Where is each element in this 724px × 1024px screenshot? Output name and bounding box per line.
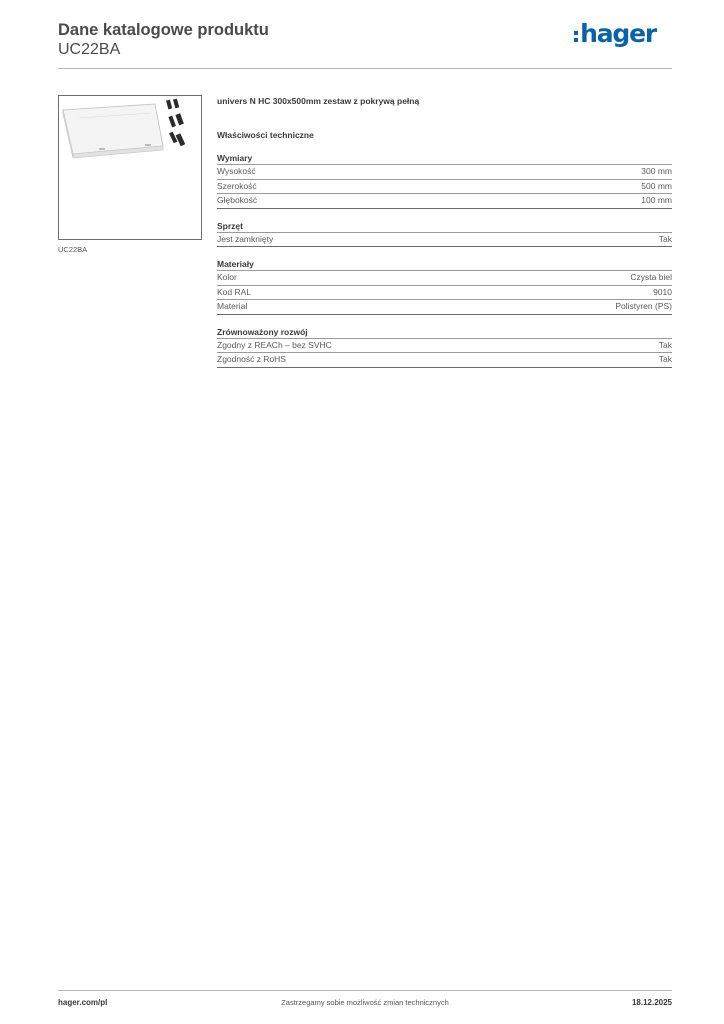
hager-logo [574, 20, 656, 48]
spec-value: 300 mm [641, 166, 672, 176]
product-image [58, 95, 202, 240]
spec-section [217, 326, 672, 368]
footer-date: 18.12.2025 [631, 998, 672, 1007]
footer-disclaimer: Zastrzegamy sobie możliwość zmian technicznych [281, 998, 449, 1007]
spec-label: Wysokość [217, 166, 256, 176]
spec-value: Tak [658, 339, 672, 350]
spec-row [217, 165, 672, 180]
spec-section [217, 220, 672, 248]
spec-value: 500 mm [641, 180, 672, 191]
spec-label: Głębokość [217, 195, 258, 205]
footer-website: hager.com/pl [58, 998, 108, 1007]
spec-row [217, 300, 672, 315]
spec-section [217, 258, 672, 315]
spec-row [217, 180, 672, 195]
product-code: UC22BA [58, 41, 121, 58]
product-description: univers N HC 300x500mm zestaw z pokrywą pełną [217, 96, 420, 106]
spec-label: Kolor [217, 272, 237, 282]
section-title: Materiały [217, 258, 672, 271]
spec-value: Tak [658, 233, 672, 244]
spec-label: Zgodny z REACh – bez SVHC [217, 339, 332, 350]
spec-sections [217, 152, 672, 368]
header-divider [58, 68, 672, 69]
spec-row [217, 194, 672, 209]
section-title: Zrównoważony rozwój [217, 326, 672, 339]
technical-properties-heading: Właściwości techniczne [217, 130, 314, 140]
document-footer [58, 998, 672, 1010]
spec-row [217, 353, 672, 368]
document-title: Dane katalogowe produktu [58, 21, 269, 39]
spec-label: Zgodność z RoHS [217, 354, 286, 364]
spec-section [217, 152, 672, 209]
enclosure-cover-icon [59, 96, 201, 239]
image-caption: UC22BA [58, 245, 88, 254]
spec-row [217, 339, 672, 354]
document-header [58, 20, 672, 70]
logo-dots-icon [574, 31, 578, 42]
spec-value: Tak [658, 354, 672, 364]
product-specs [217, 96, 672, 368]
spec-value: Czysta biel [630, 272, 672, 282]
spec-row [217, 271, 672, 286]
spec-row [217, 286, 672, 301]
spec-label: Szerokość [217, 180, 257, 191]
spec-label: Jest zamknięty [217, 233, 274, 244]
spec-value: 9010 [653, 286, 672, 297]
spec-value: Polistyren (PS) [615, 301, 672, 311]
footer-divider [58, 990, 672, 991]
section-title: Wymiary [217, 152, 672, 165]
spec-row [217, 233, 672, 248]
spec-label: Kod RAL [217, 286, 252, 297]
spec-value: 100 mm [641, 195, 672, 205]
section-title: Sprzęt [217, 220, 672, 233]
spec-label: Materiał [217, 301, 248, 311]
logo-text: hager [580, 19, 656, 48]
